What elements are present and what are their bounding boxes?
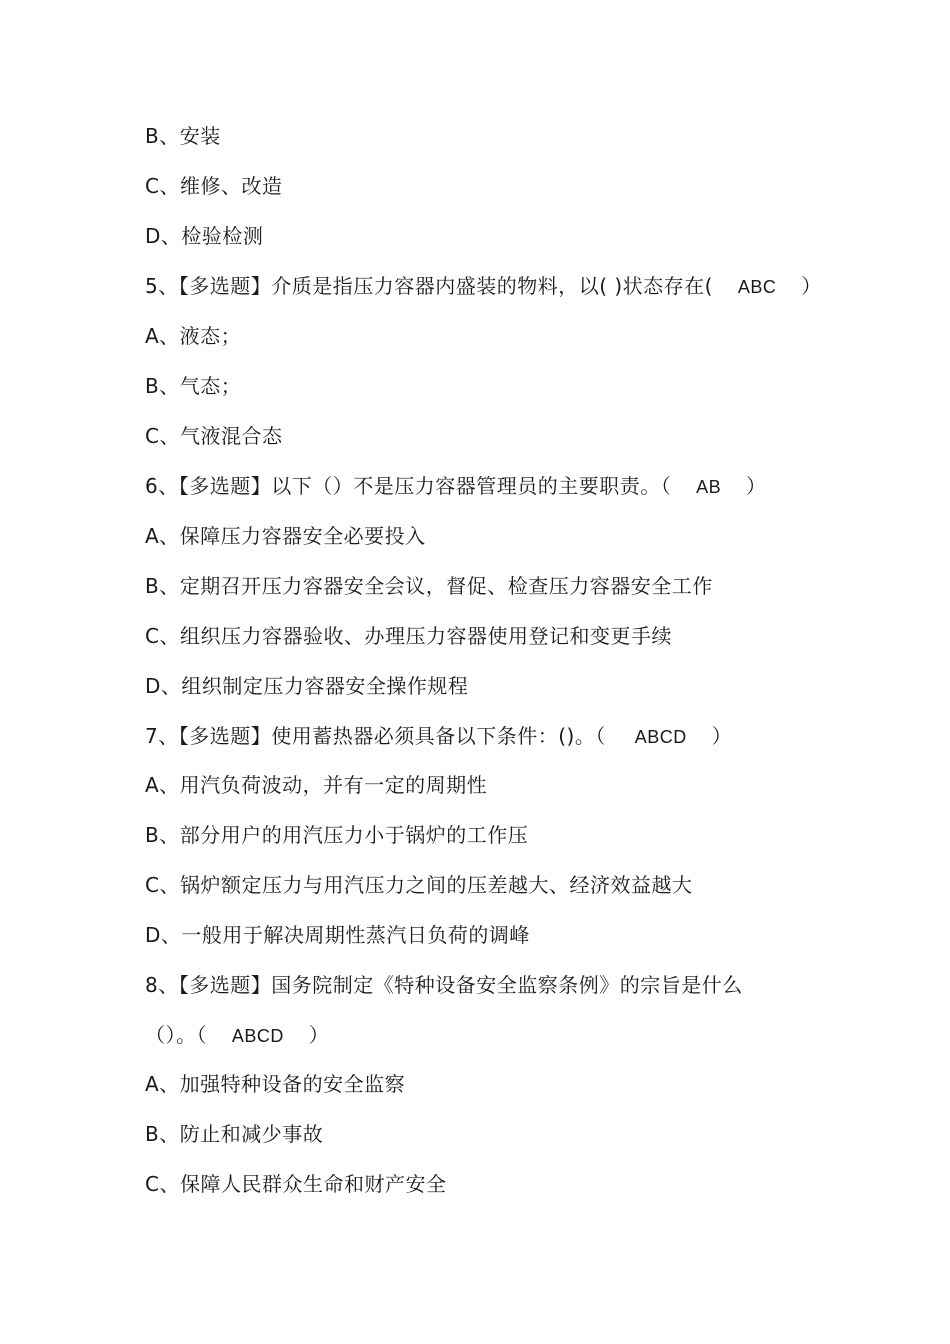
q5-option-c: C、气液混合态: [145, 424, 283, 448]
question-5-answer: ABC: [737, 277, 777, 297]
question-8-text-cont: （）。（: [145, 1023, 207, 1047]
q7-option-b: B、部分用户的用汽压力小于锅炉的工作压: [145, 823, 529, 847]
question-8-continued: [145, 1021, 329, 1050]
q6-option-b: B、定期召开压力容器安全会议，督促、检查压力容器安全工作: [145, 574, 713, 598]
question-5: [145, 272, 822, 301]
q6-option-a: A、保障压力容器安全必要投入: [145, 524, 426, 548]
question-8-close: ）: [308, 1023, 330, 1047]
q7-option-c: C、锅炉额定压力与用汽压力之间的压差越大、经济效益越大: [145, 873, 693, 897]
q8-option-c: C、保障人民群众生命和财产安全: [145, 1172, 447, 1196]
question-7-answer: ABCD: [634, 727, 687, 747]
question-8-answer: ABCD: [231, 1026, 284, 1046]
q6-option-d: D、组织制定压力容器安全操作规程: [145, 674, 469, 698]
q4-option-c: C、维修、改造: [145, 174, 283, 198]
q4-option-b: B、安装: [145, 124, 221, 148]
q5-option-b: B、气态；: [145, 374, 242, 398]
q4-option-d: D、检验检测: [145, 224, 264, 248]
q7-option-a: A、用汽负荷波动，并有一定的周期性: [145, 773, 488, 797]
question-6-answer: AB: [696, 477, 722, 497]
question-7: [145, 722, 732, 751]
q8-option-a: A、加强特种设备的安全监察: [145, 1072, 406, 1096]
q8-option-b: B、防止和减少事故: [145, 1122, 324, 1146]
question-6-close: ）: [745, 474, 767, 498]
q7-option-d: D、一般用于解决周期性蒸汽日负荷的调峰: [145, 923, 530, 947]
q6-option-c: C、组织压力容器验收、办理压力容器使用登记和变更手续: [145, 624, 672, 648]
question-8: 8、【多选题】国务院制定《特种设备安全监察条例》的宗旨是什么: [145, 973, 743, 997]
question-7-close: ）: [711, 724, 733, 748]
question-5-close: ）: [801, 274, 822, 298]
question-5-text: 5、【多选题】介质是指压力容器内盛装的物料，以( )状态存在(: [145, 274, 713, 298]
question-6: [145, 472, 766, 501]
q5-option-a: A、液态；: [145, 324, 242, 348]
question-6-text: 6、【多选题】以下（）不是压力容器管理员的主要职责。（: [145, 474, 672, 498]
question-7-text: 7、【多选题】使用蓄热器必须具备以下条件：()。（: [145, 724, 606, 748]
